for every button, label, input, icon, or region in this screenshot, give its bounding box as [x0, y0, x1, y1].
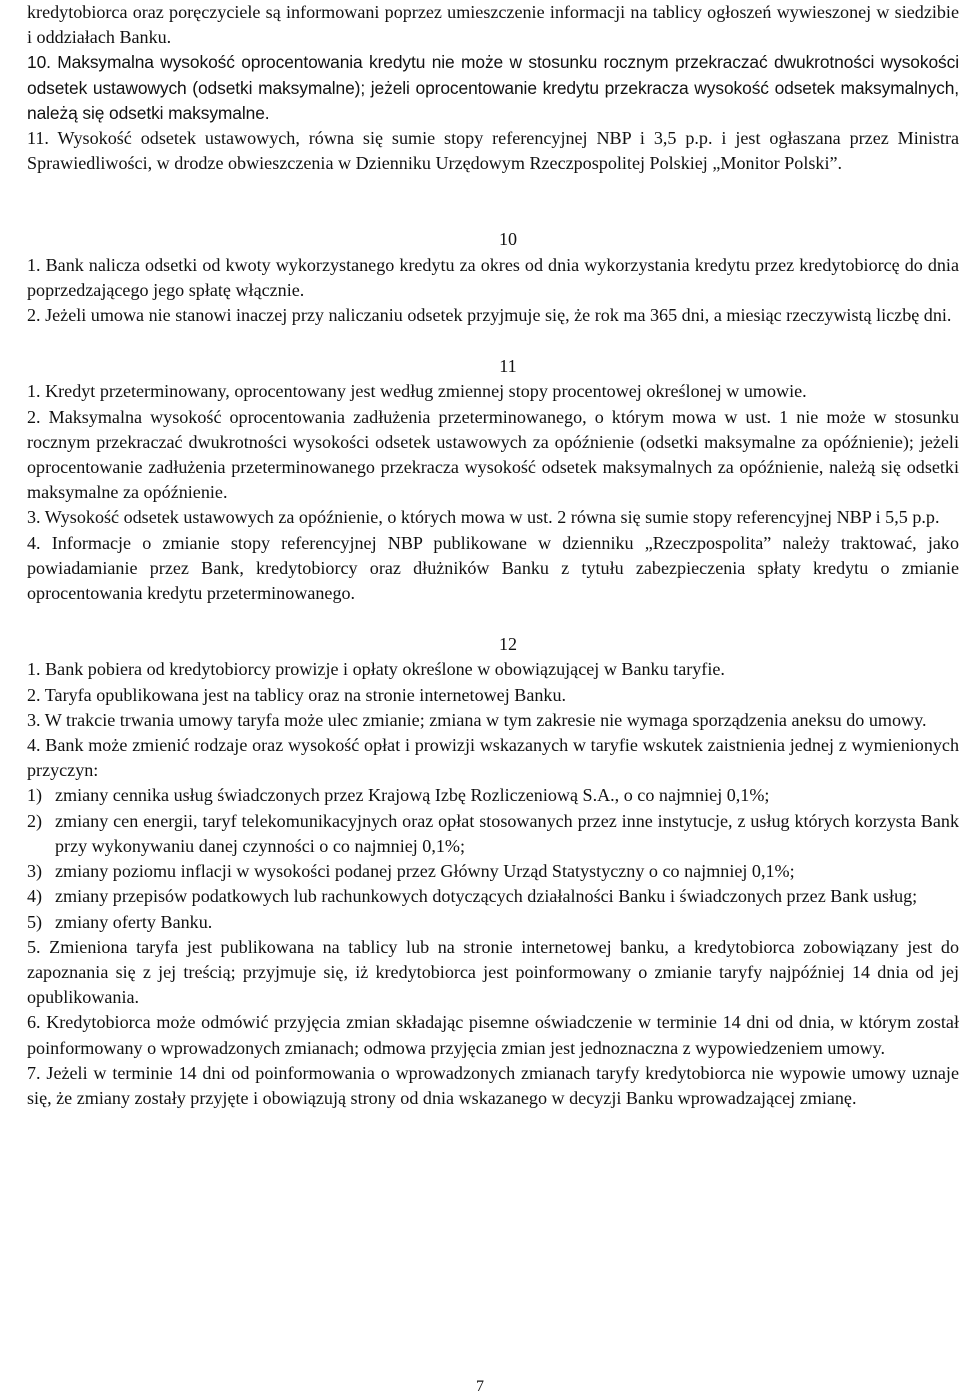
document-page — [27, 0, 959, 1111]
section12-paragraph-7: 7. Jeżeli w terminie 14 dni od poinformowania o wprowadzonych zmianach taryfy kredytobiorca nie wypowie umowy uznaje się, że zmiany zostały przyjęte i obowiązują strony od dnia wskazanego w decyzji Banku wprowadzającej zmianę. — [27, 1062, 959, 1108]
section12-paragraph-3: 3. W trakcie trwania umowy taryfa może ulec zmianie; zmiana w tym zakresie nie wymaga sporządzenia aneksu do umowy. — [27, 709, 927, 730]
section-heading-10: 10 — [498, 229, 518, 250]
section12-paragraph-2: 2. Taryfa opublikowana jest na tablicy oraz na stronie internetowej Banku. — [27, 684, 567, 705]
section11-paragraph-4: 4. Informacje o zmianie stopy referencyjnej NBP publikowane w dzienniku „Rzeczpospolita” należy traktować, jako powiadamianie przez Bank, kredytobiorcy oraz dłużników Banku z tytułu zabezpieczenia spłaty kredytu o zmianie oprocentowania kredytu przeterminowanego. — [27, 532, 959, 604]
section-heading-12: 12 — [498, 634, 518, 655]
list-item — [27, 859, 959, 884]
list-item — [27, 910, 959, 935]
section12-paragraph-6: 6. Kredytobiorca może odmówić przyjęcia zmian składając pisemne oświadczenie w terminie 14 dni od dnia, w którym został poinformowany o wprowadzonych zmianach; odmowa przyjęcia zmian jest jednoznaczna z wypowiedzeniem umowy. — [27, 1012, 959, 1058]
section-heading-11: 11 — [499, 356, 517, 377]
page-number: 7 — [476, 1378, 484, 1395]
list-item-number: 1) — [27, 785, 43, 806]
section10-paragraph-1: 1. Bank nalicza odsetki od kwoty wykorzystanego kredytu za okres od dnia wykorzystania kredytu przez kredytobiorcę do dnia poprzedzającego jego spłatę włącznie. — [27, 254, 959, 300]
paragraph-continued: kredytobiorca oraz poręczyciele są informowani poprzez umieszczenie informacji na tablicy ogłoszeń wywieszonej w siedzibie i oddziałach Banku. — [27, 2, 959, 48]
section12-paragraph-4: 4. Bank może zmienić rodzaje oraz wysokość opłat i prowizji wskazanych w taryfie wskutek zaistnienia jednej z wymienionych przyczyn: — [27, 735, 959, 781]
list-item-number: 2) — [27, 810, 43, 831]
section11-paragraph-2: 2. Maksymalna wysokość oprocentowania zadłużenia przeterminowanego, o którym mowa w ust. 1 nie może w stosunku rocznym przekraczać dwukrotności wysokości odsetek ustawowych za opóźnienie (odsetki maksymalne za opóźnienie); jeżeli oprocentowanie zadłużenia przeterminowanego przekracza wysokość odsetek maksymalnych za opóźnienie, należą się odsetki maksymalne za opóźnienie. — [27, 406, 959, 503]
section12-paragraph-5: 5. Zmieniona taryfa jest publikowana na tablicy lub na stronie internetowej banku, a kredytobiorca zobowiązany jest do zapoznania się z jej treścią; przyjmuje się, iż kredytobiorca jest poinformowany o zmianie taryfy najpóźniej 14 dnia od jej opublikowania. — [27, 936, 959, 1008]
section11-paragraph-3: 3. Wysokość odsetek ustawowych za opóźnienie, o których mowa w ust. 2 równa się sumie stopy referencyjnej NBP i 5,5 p.p. — [27, 507, 940, 528]
list-item — [27, 809, 959, 859]
list-item — [27, 783, 959, 808]
list-item — [27, 884, 959, 909]
list-item-number: 4) — [27, 886, 43, 907]
list-item-text: zmiany cennika usług świadczonych przez Krajową Izbę Rozliczeniową S.A., o co najmniej 0,1%; — [55, 785, 770, 806]
list-item-number: 5) — [27, 911, 43, 932]
list-item-text: zmiany cen energii, taryf telekomunikacyjnych oraz opłat stosowanych przez inne instytucje, z usług których korzysta Bank przy wykonywaniu danej czynności o co najmniej 0,1%; — [55, 810, 959, 856]
section11-paragraph-1: 1. Kredyt przeterminowany, oprocentowany jest według zmiennej stopy procentowej określonej w umowie. — [27, 381, 807, 402]
paragraph-10: 10. Maksymalna wysokość oprocentowania kredytu nie może w stosunku rocznym przekraczać dwukrotności wysokości odsetek ustawowych (odsetki maksymalne); jeżeli oprocentowanie kredytu przekracza wysokość odsetek maksymalnych, należą się odsetki maksymalne. — [27, 52, 959, 123]
section10-paragraph-2: 2. Jeżeli umowa nie stanowi inaczej przy naliczaniu odsetek przyjmuje się, że rok ma 365 dni, a miesiąc rzeczywistą liczbę dni. — [27, 305, 952, 326]
list-item-text: zmiany oferty Banku. — [55, 911, 213, 932]
list-item-text: zmiany przepisów podatkowych lub rachunkowych dotyczących działalności Banku i świadczonych przez Bank usług; — [55, 886, 918, 907]
list-item-text: zmiany poziomu inflacji w wysokości podanej przez Główny Urząd Statystyczny o co najmniej 0,1%; — [55, 861, 795, 882]
section12-paragraph-1: 1. Bank pobiera od kredytobiorcy prowizje i opłaty określone w obowiązującej w Banku taryfie. — [27, 659, 725, 680]
list-item-number: 3) — [27, 861, 43, 882]
paragraph-11: 11. Wysokość odsetek ustawowych, równa się sumie stopy referencyjnej NBP i 3,5 p.p. i jest ogłaszana przez Ministra Sprawiedliwości, w drodze obwieszczenia w Dzienniku Urzędowym Rzeczpospolitej Polskiej „Monitor Polski”. — [27, 128, 959, 174]
